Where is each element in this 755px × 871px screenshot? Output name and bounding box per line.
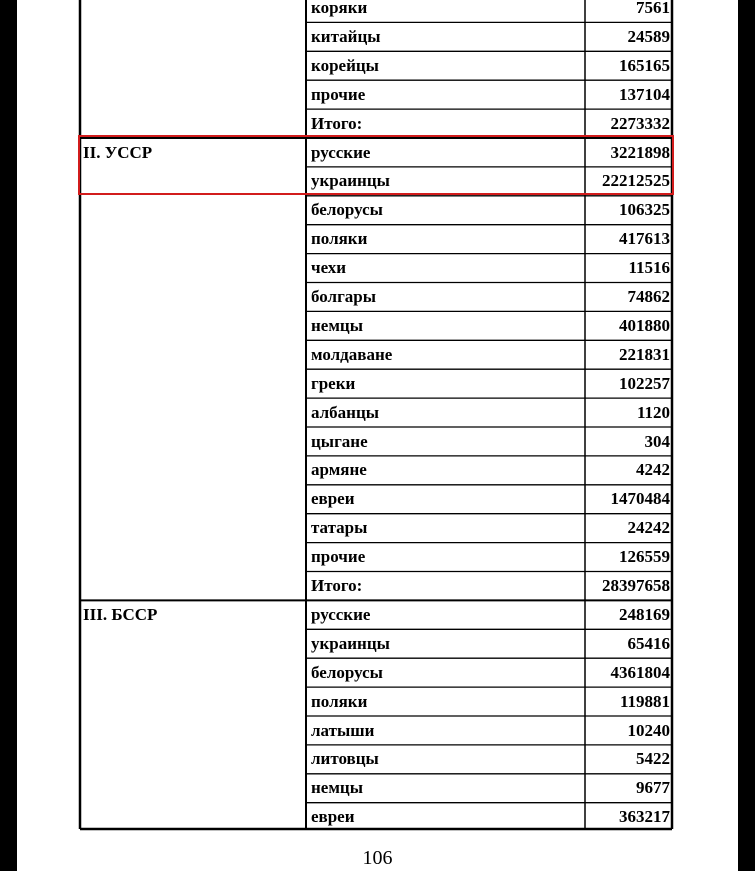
row-name: болгары: [311, 287, 377, 306]
row-name: поляки: [311, 691, 368, 711]
row-name: белорусы: [311, 200, 383, 220]
row-name: корейцы: [311, 55, 379, 75]
row-value: 221831: [619, 344, 670, 364]
row-value: 1470484: [610, 489, 670, 509]
row-name: молдаване: [311, 344, 393, 364]
row-name: русские: [311, 604, 371, 624]
row-value: 4242: [636, 460, 670, 480]
row-value: 102257: [619, 373, 670, 393]
region-label-ussr: II. УССР: [83, 143, 153, 162]
row-name: китайцы: [311, 26, 381, 46]
viewer-left-margin: [0, 0, 17, 871]
row-name: татары: [311, 518, 368, 538]
region-label-bssr: III. БССР: [83, 605, 158, 624]
row-value: 106325: [619, 200, 670, 220]
row-value: 24242: [627, 518, 670, 538]
row-value: 119881: [619, 691, 670, 711]
row-value: 363217: [619, 807, 670, 827]
row-value: 2273332: [610, 113, 670, 133]
row-value: 3221898: [610, 142, 670, 162]
row-value: 126559: [619, 547, 670, 567]
page-number: 106: [362, 847, 393, 869]
row-value: 74862: [627, 287, 670, 306]
row-value: 165165: [619, 55, 670, 75]
row-name: коряки: [311, 0, 368, 17]
row-name: литовцы: [311, 749, 379, 769]
row-name: немцы: [311, 315, 363, 335]
row-name: прочие: [311, 547, 366, 567]
row-value: 7561: [636, 0, 670, 17]
row-name: украинцы: [311, 171, 390, 191]
row-name: белорусы: [311, 662, 383, 682]
row-name: Итого:: [311, 576, 363, 595]
row-name: поляки: [311, 229, 368, 249]
row-value: 5422: [636, 749, 670, 769]
row-value: 22212525: [602, 171, 670, 191]
row-value: 417613: [619, 229, 670, 249]
row-value: 65416: [627, 633, 670, 653]
row-name: албанцы: [311, 402, 380, 422]
row-name: цыгане: [311, 431, 368, 451]
row-name: прочие: [311, 84, 366, 104]
row-name: греки: [311, 373, 356, 393]
row-value: 24589: [627, 26, 670, 46]
row-value: 1120: [636, 402, 670, 422]
row-value: 401880: [619, 315, 670, 335]
row-value: 4361804: [610, 662, 670, 682]
row-name: украинцы: [311, 633, 390, 653]
row-value: 248169: [619, 604, 670, 624]
row-name: Итого:: [311, 113, 363, 133]
row-value: 11516: [628, 258, 670, 278]
row-value: 28397658: [602, 576, 670, 595]
document-page: [17, 0, 738, 871]
row-name: русские: [311, 142, 371, 162]
row-name: евреи: [311, 807, 355, 827]
row-value: 304: [644, 431, 670, 451]
row-name: армяне: [311, 460, 367, 480]
row-name: латыши: [311, 720, 375, 740]
row-value: 137104: [619, 84, 670, 104]
row-value: 9677: [636, 778, 670, 798]
viewer-right-margin: [738, 0, 755, 871]
row-name: немцы: [311, 778, 363, 798]
row-value: 10240: [627, 720, 670, 740]
row-name: евреи: [311, 489, 355, 509]
row-name: чехи: [311, 258, 347, 278]
